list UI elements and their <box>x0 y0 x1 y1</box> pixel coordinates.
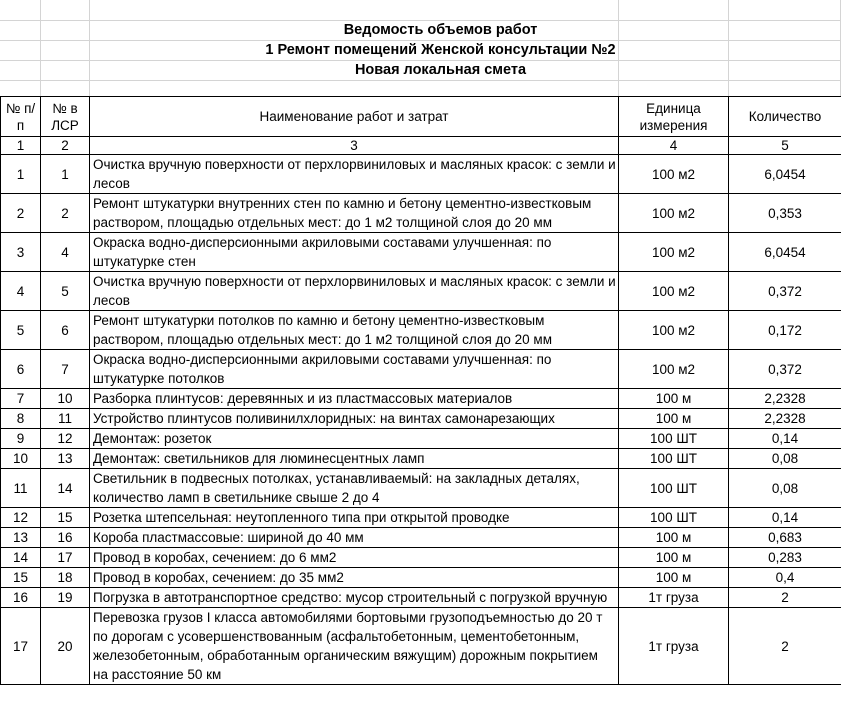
row-number[interactable]: 11 <box>1 469 41 508</box>
row-lsr-number[interactable]: 13 <box>41 449 90 469</box>
column-number-row <box>1 137 841 155</box>
row-work-name[interactable]: Погрузка в автотранспортное средство: мусор строительный с погрузкой вручную <box>90 588 619 608</box>
row-quantity[interactable]: 2,2328 <box>729 389 841 409</box>
row-lsr-number[interactable]: 19 <box>41 588 90 608</box>
row-unit[interactable]: 100 м2 <box>619 194 729 233</box>
row-unit[interactable]: 100 м2 <box>619 311 729 350</box>
table-row <box>1 272 841 311</box>
row-quantity[interactable]: 0,172 <box>729 311 841 350</box>
table-row <box>1 389 841 409</box>
row-unit[interactable]: 100 м <box>619 409 729 429</box>
row-unit[interactable]: 100 м2 <box>619 272 729 311</box>
row-unit[interactable]: 100 ШТ <box>619 508 729 528</box>
row-quantity[interactable]: 0,372 <box>729 272 841 311</box>
row-work-name[interactable]: Демонтаж: светильников для люминесцентных ламп <box>90 449 619 469</box>
column-number[interactable]: 5 <box>729 137 841 155</box>
row-lsr-number[interactable]: 18 <box>41 568 90 588</box>
row-lsr-number[interactable]: 5 <box>41 272 90 311</box>
row-lsr-number[interactable]: 1 <box>41 155 90 194</box>
column-number[interactable]: 1 <box>1 137 41 155</box>
table-row <box>1 469 841 508</box>
row-unit[interactable]: 100 ШТ <box>619 449 729 469</box>
row-quantity[interactable]: 0,4 <box>729 568 841 588</box>
row-unit[interactable]: 100 м <box>619 528 729 548</box>
row-work-name[interactable]: Очистка вручную поверхности от перхлорвиниловых и масляных красок: с земли и лесов <box>90 155 619 194</box>
header-name[interactable]: Наименование работ и затрат <box>90 97 619 137</box>
table-row <box>1 568 841 588</box>
column-number[interactable]: 2 <box>41 137 90 155</box>
row-lsr-number[interactable]: 4 <box>41 233 90 272</box>
row-quantity[interactable]: 0,683 <box>729 528 841 548</box>
row-number[interactable]: 8 <box>1 409 41 429</box>
row-work-name[interactable]: Провод в коробах, сечением: до 35 мм2 <box>90 568 619 588</box>
row-number[interactable]: 15 <box>1 568 41 588</box>
column-number[interactable]: 4 <box>619 137 729 155</box>
row-number[interactable]: 5 <box>1 311 41 350</box>
works-volume-table <box>0 96 841 685</box>
document-title: Ведомость объемов работ <box>343 22 538 38</box>
row-lsr-number[interactable]: 2 <box>41 194 90 233</box>
column-number[interactable]: 3 <box>90 137 619 155</box>
row-lsr-number[interactable]: 6 <box>41 311 90 350</box>
row-unit[interactable]: 100 м2 <box>619 350 729 389</box>
row-unit[interactable]: 100 ШТ <box>619 429 729 449</box>
row-quantity[interactable]: 2 <box>729 608 841 685</box>
row-quantity[interactable]: 0,08 <box>729 469 841 508</box>
row-work-name[interactable]: Провод в коробах, сечением: до 6 мм2 <box>90 548 619 568</box>
row-number[interactable]: 4 <box>1 272 41 311</box>
header-num[interactable]: № п/п <box>1 97 41 137</box>
row-lsr-number[interactable]: 16 <box>41 528 90 548</box>
row-quantity[interactable]: 2,2328 <box>729 409 841 429</box>
row-number[interactable]: 12 <box>1 508 41 528</box>
row-lsr-number[interactable]: 17 <box>41 548 90 568</box>
row-number[interactable]: 17 <box>1 608 41 685</box>
object-title: 1 Ремонт помещений Женской консультации №2 <box>265 42 616 58</box>
table-row <box>1 449 841 469</box>
table-row <box>1 311 841 350</box>
row-quantity[interactable]: 0,14 <box>729 508 841 528</box>
row-unit[interactable]: 1т груза <box>619 608 729 685</box>
table-row <box>1 194 841 233</box>
row-work-name[interactable]: Ремонт штукатурки потолков по камню и бетону цементно-известковым раствором, площадью отдельных мест: до 1 м2 толщиной слоя до 20 мм <box>90 311 619 350</box>
row-unit[interactable]: 100 м2 <box>619 155 729 194</box>
row-lsr-number[interactable]: 12 <box>41 429 90 449</box>
row-quantity[interactable]: 0,283 <box>729 548 841 568</box>
table-row <box>1 350 841 389</box>
row-number[interactable]: 6 <box>1 350 41 389</box>
row-work-name[interactable]: Демонтаж: розеток <box>90 429 619 449</box>
row-unit[interactable]: 100 м <box>619 389 729 409</box>
header-unit[interactable]: Единица измерения <box>619 97 729 137</box>
row-lsr-number[interactable]: 20 <box>41 608 90 685</box>
row-quantity[interactable]: 0,08 <box>729 449 841 469</box>
table-row <box>1 429 841 449</box>
table-row <box>1 508 841 528</box>
table-row <box>1 608 841 685</box>
row-number[interactable]: 2 <box>1 194 41 233</box>
row-quantity[interactable]: 2 <box>729 588 841 608</box>
row-number[interactable]: 1 <box>1 155 41 194</box>
header-lsr[interactable]: № в ЛСР <box>41 97 90 137</box>
row-number[interactable]: 10 <box>1 449 41 469</box>
table-header-row <box>1 97 841 137</box>
row-quantity[interactable]: 0,372 <box>729 350 841 389</box>
row-unit[interactable]: 1т груза <box>619 588 729 608</box>
row-unit[interactable]: 100 м2 <box>619 233 729 272</box>
row-number[interactable]: 7 <box>1 389 41 409</box>
estimate-title: Новая локальная смета <box>354 62 527 78</box>
row-number[interactable]: 3 <box>1 233 41 272</box>
row-lsr-number[interactable]: 7 <box>41 350 90 389</box>
row-lsr-number[interactable]: 10 <box>41 389 90 409</box>
row-work-name[interactable]: Ремонт штукатурки внутренних стен по камню и бетону цементно-известковым раствором, площадью отдельных мест: до 1 м2 толщиной слоя до 20 мм <box>90 194 619 233</box>
row-work-name[interactable]: Перевозка грузов I класса автомобилями бортовыми грузоподъемностью до 20 т по дорогам с усовершенствованным (асфальтобетонным, цементобетонным, железобетонным, обработанным органическим вяжущим) дорожным покрытием на расстояние 50 км <box>90 608 619 685</box>
table-row <box>1 409 841 429</box>
row-quantity[interactable]: 0,14 <box>729 429 841 449</box>
row-number[interactable]: 13 <box>1 528 41 548</box>
table-row <box>1 548 841 568</box>
table-row <box>1 233 841 272</box>
row-work-name[interactable]: Очистка вручную поверхности от перхлорвиниловых и масляных красок: с земли и лесов <box>90 272 619 311</box>
row-work-name[interactable]: Светильник в подвесных потолках, устанавливаемый: на закладных деталях, количество ламп в светильнике свыше 2 до 4 <box>90 469 619 508</box>
header-qty[interactable]: Количество <box>729 97 841 137</box>
row-work-name[interactable]: Разборка плинтусов: деревянных и из пластмассовых материалов <box>90 389 619 409</box>
row-work-name[interactable]: Розетка штепсельная: неутопленного типа при открытой проводке <box>90 508 619 528</box>
row-lsr-number[interactable]: 14 <box>41 469 90 508</box>
row-quantity[interactable]: 0,353 <box>729 194 841 233</box>
row-number[interactable]: 16 <box>1 588 41 608</box>
row-number[interactable]: 14 <box>1 548 41 568</box>
row-unit[interactable]: 100 м <box>619 548 729 568</box>
row-work-name[interactable]: Устройство плинтусов поливинилхлоридных: на винтах самонарезающих <box>90 409 619 429</box>
row-work-name[interactable]: Короба пластмассовые: шириной до 40 мм <box>90 528 619 548</box>
row-unit[interactable]: 100 м <box>619 568 729 588</box>
row-work-name[interactable]: Окраска водно-дисперсионными акриловыми составами улучшенная: по штукатурке стен <box>90 233 619 272</box>
table-row <box>1 588 841 608</box>
row-unit[interactable]: 100 ШТ <box>619 469 729 508</box>
row-number[interactable]: 9 <box>1 429 41 449</box>
row-quantity[interactable]: 6,0454 <box>729 233 841 272</box>
row-lsr-number[interactable]: 15 <box>41 508 90 528</box>
row-work-name[interactable]: Окраска водно-дисперсионными акриловыми составами улучшенная: по штукатурке потолков <box>90 350 619 389</box>
table-row <box>1 155 841 194</box>
table-row <box>1 528 841 548</box>
row-lsr-number[interactable]: 11 <box>41 409 90 429</box>
row-quantity[interactable]: 6,0454 <box>729 155 841 194</box>
